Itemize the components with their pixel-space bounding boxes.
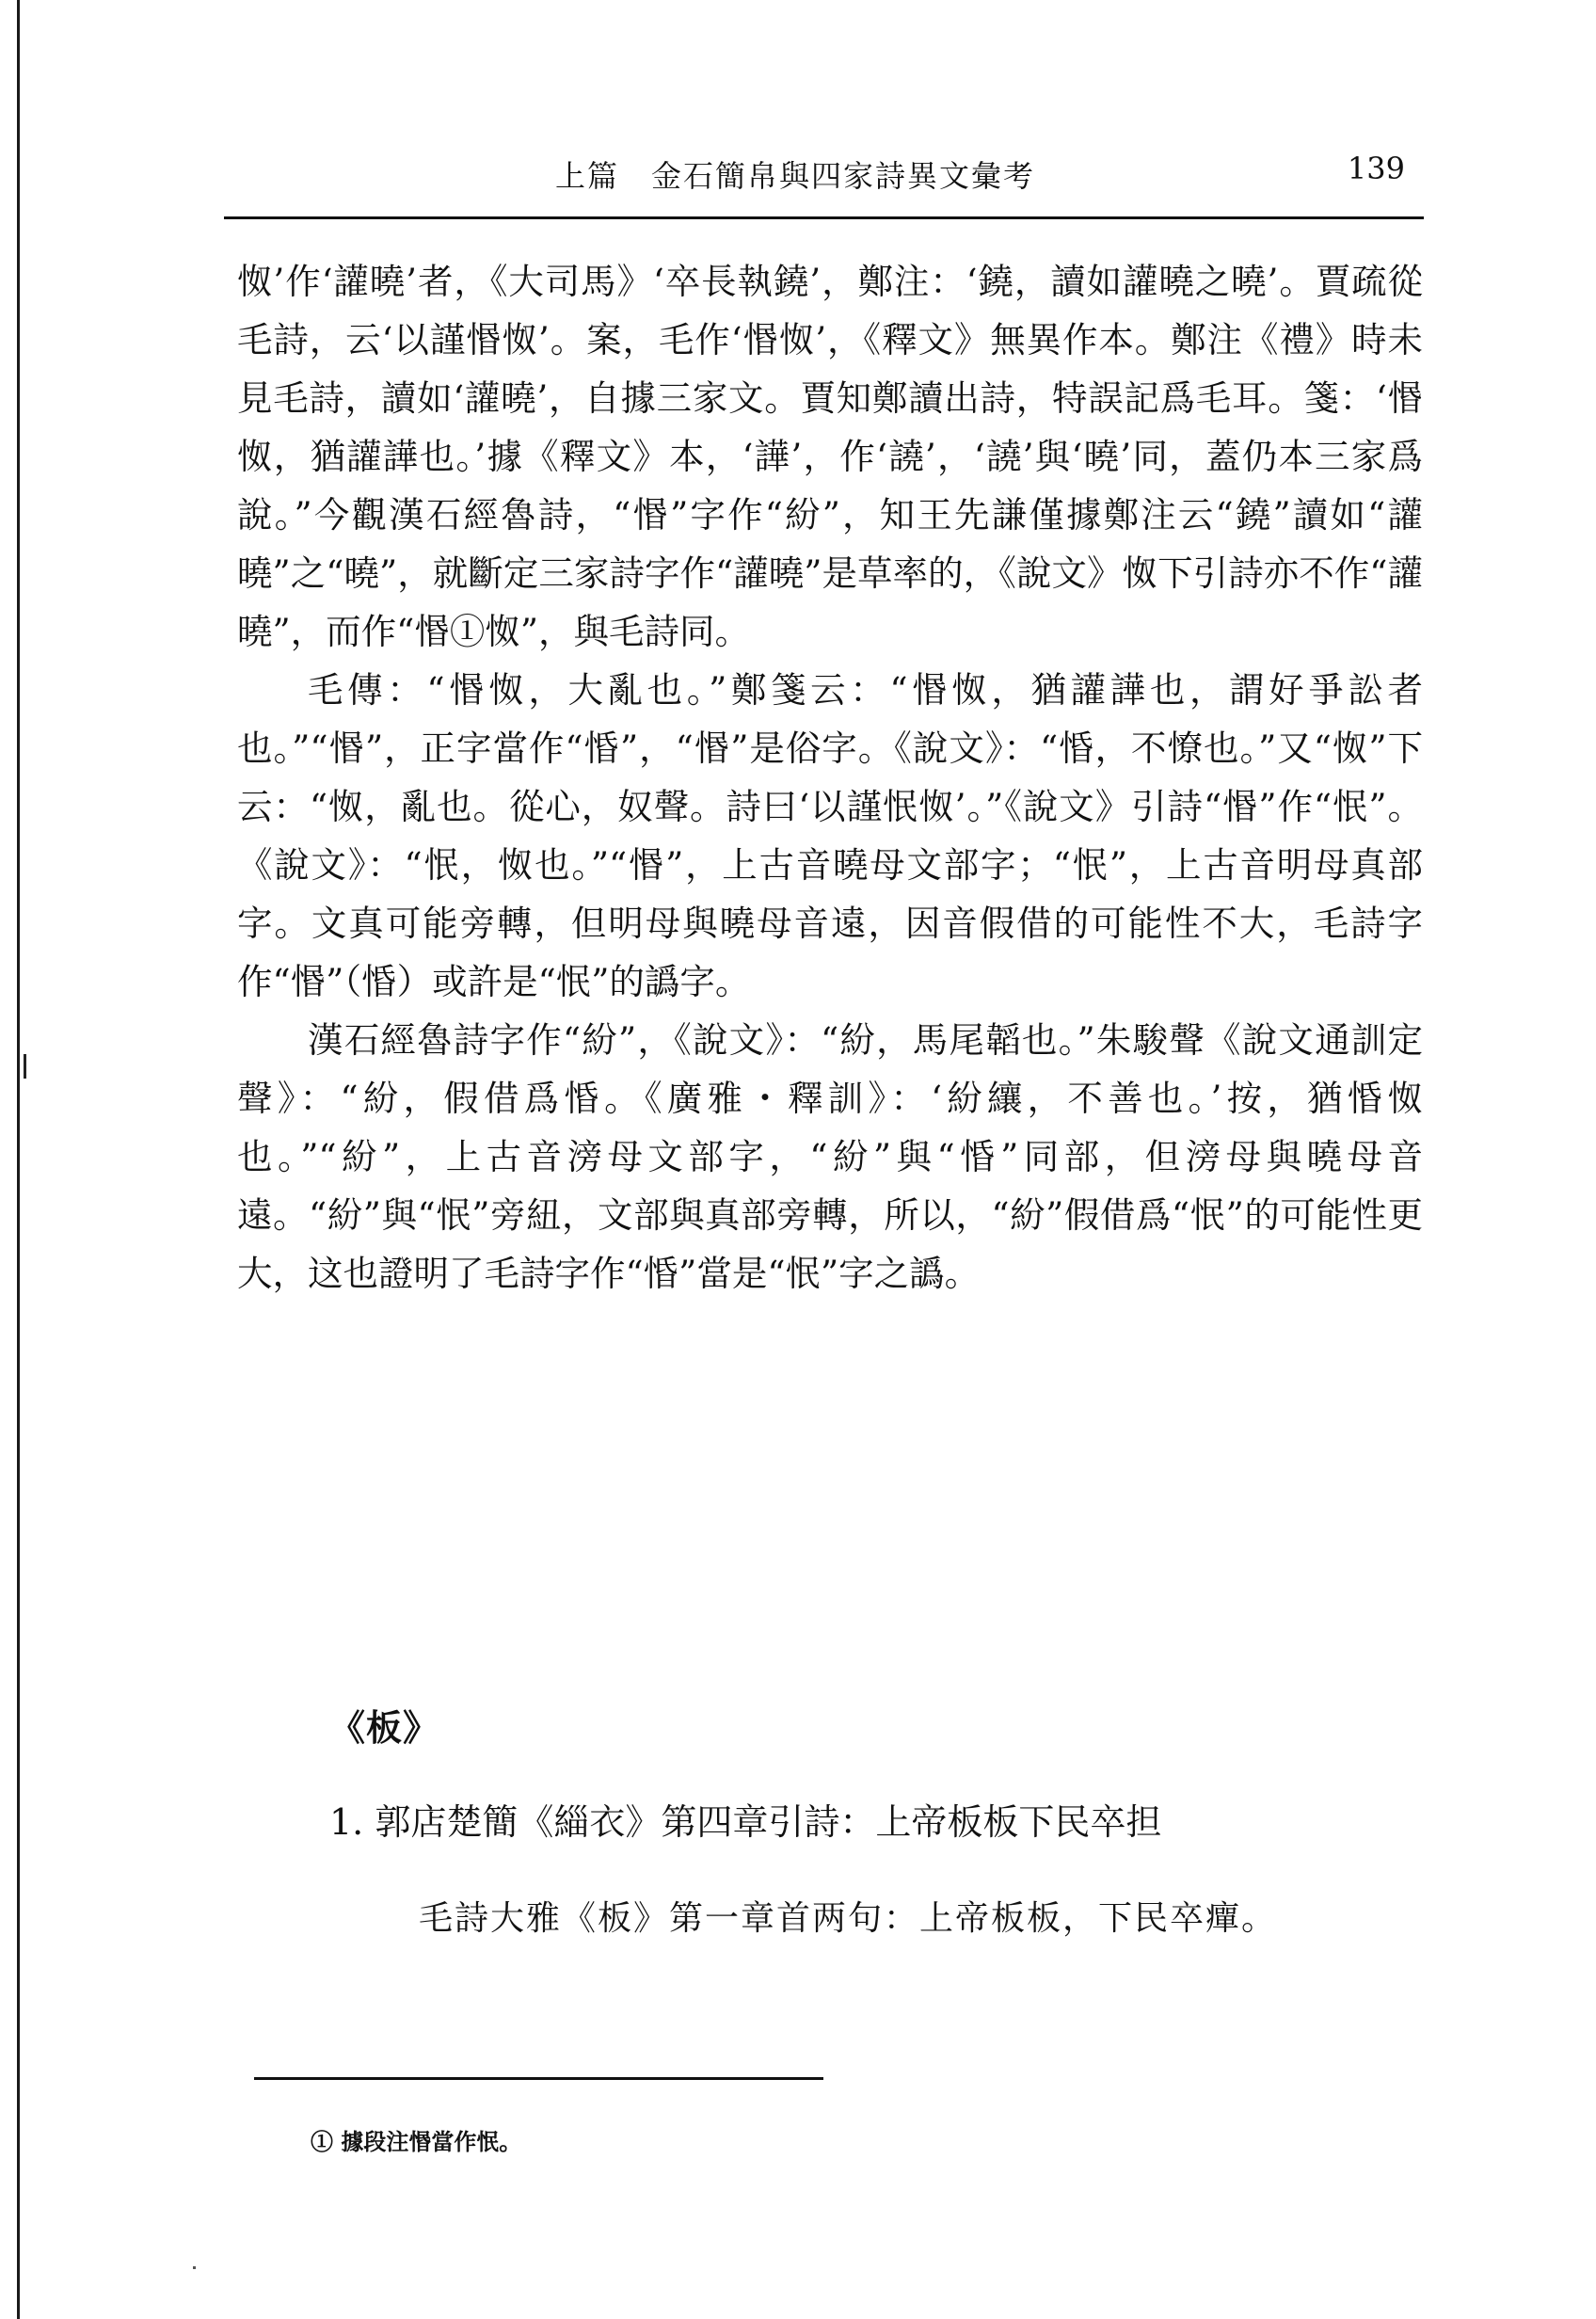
scan-speck (193, 2266, 196, 2269)
quoted-verse: 毛詩大雅《板》第一章首两句：上帝板板，下民卒癉。 (419, 1899, 1278, 1938)
running-head: 上篇 金石簡帛與四家詩異文彙考 (555, 158, 1036, 194)
list-item-1: 1. 郭店楚簡《緇衣》第四章引詩：上帝板板下民卒担 (329, 1801, 1162, 1843)
page-number: 139 (1347, 151, 1405, 186)
page-edge-line (17, 0, 20, 2319)
paragraph-2: 毛傳：“惽怓，大亂也。”鄭箋云：“惽怓，猶讙譁也，謂好爭訟者也。”“惽”，正字當作“惛”，“惽”是俗字。《說文》：“惛，不憭也。”又“怓”下云：“怓，亂也。從心，奴聲。詩曰‘以謹怋怓’。”《說文》引詩“惽”作“怋”。《說文》：“怋，怓也。”“惽”，上古音曉母文部字；“怋”，上古音明母真部字。文真可能旁轉，但明母與曉母音遠，因音假借的可能性不大，毛詩字作“惽”（惛）或許是“怋”的譌字。 (237, 669, 1423, 1002)
margin-mark (24, 1054, 26, 1079)
paragraph-1: 怓’作‘讙曉’者，《大司馬》‘卒長執鐃’，鄭注：‘鐃，讀如讙曉之曉’。賈疏從毛詩，云‘以謹惽怓’。案，毛作‘惽怓’，《釋文》無異作本。鄭注《禮》時未見毛詩，讀如‘讙曉’，自據三家文。賈知鄭讀出詩，特誤記爲毛耳。箋：‘惽怓，猶讙譁也。’據《釋文》本，‘譁’，作‘譊’，‘譊’與‘曉’同，蓋仍本三家爲說。”今觀漢石經魯詩，“惽”字作“紛”，知王先謙僅據鄭注云“鐃”讀如“讙曉”之“曉”，就斷定三家詩字作“讙曉”是草率的，《說文》怓下引詩亦不作“讙曉”，而作“惽①怓”，與毛詩同。 (237, 261, 1423, 652)
paragraph-3: 漢石經魯詩字作“紛”，《說文》：“紛，馬尾韜也。”朱駿聲《說文通訓定聲》：“紛，假借爲惛。《廣雅・釋訓》：‘紛纕，不善也。’按，猶惛怓也。”“紛”，上古音滂母文部字，“紛”與“惛”同部，但滂母與曉母音遠。“紛”與“怋”旁紐，文部與真部旁轉，所以，“紛”假借爲“怋”的可能性更大，这也證明了毛詩字作“惛”當是“怋”字之譌。 (237, 1019, 1423, 1294)
section-title: 《板》 (329, 1706, 440, 1749)
footnote: ① 據段注惽當作怋。 (311, 2128, 522, 2155)
footnote-divider (254, 2077, 823, 2080)
body-text (237, 252, 1423, 1303)
page-header (224, 141, 1424, 219)
